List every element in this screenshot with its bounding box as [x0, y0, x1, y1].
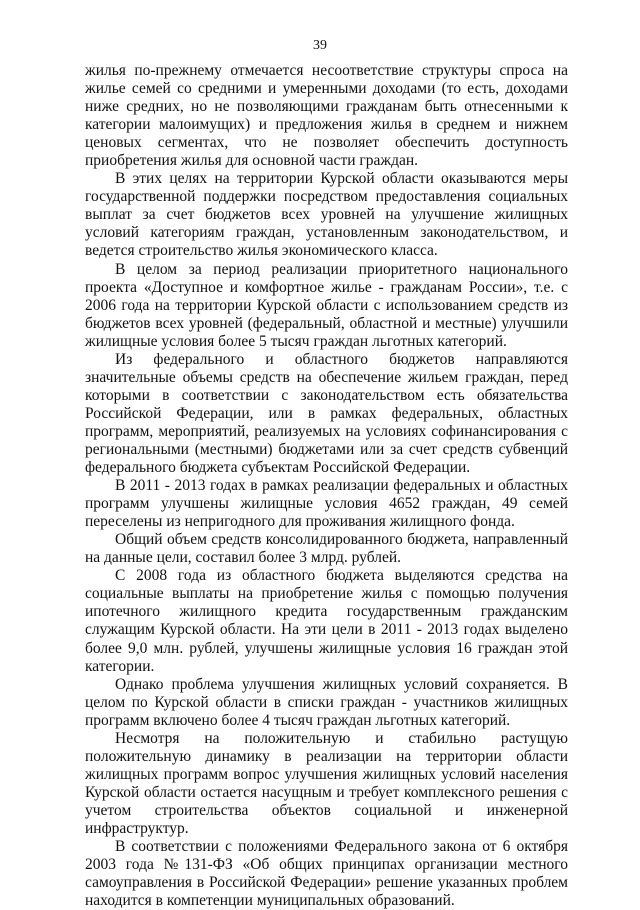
paragraph-5: В 2011 ‑ 2013 годах в рамках реализации федеральных и областных программ улучшены жилищные условия 4652 граждан, 49 семей переселены из непригодного для проживания жилищного фонда. — [85, 477, 568, 531]
paragraph-7: С 2008 года из областного бюджета выделяются средства на социальные выплаты на приобретение жилья с помощью получения ипотечного жилищного кредита государственным гражданским служащим Курской области. На эти цели в 2011 ‑ 2013 годах выделено более 9,0 млн. рублей, улучшены жилищные условия 16 граждан этой категории. — [85, 567, 568, 675]
page-number: 39 — [313, 38, 327, 53]
paragraph-3: В целом за период реализации приоритетного национального проекта «Доступное и комфортное жилье ‑ гражданам России», т.е. с 2006 года на территории Курской области с использованием средств из бюджетов всех уровней (федеральный, областной и местные) улучшили жилищные условия более 5 тысяч граждан льготных категорий. — [85, 260, 568, 350]
paragraph-10: В соответствии с положениями Федерального закона от 6 октября 2003 года №131‑ФЗ «Об общих принципах организации местного самоуправления в Российской Федерации» решение указанных проблем находится в компетенции муниципальных образований. — [85, 838, 568, 910]
paragraph-4: Из федерального и областного бюджетов направляются значительные объемы средств на обеспечение жильем граждан, перед которыми в соответствии с законодательством есть обязательства Российской Федерации, или в рамках федеральных, областных программ, мероприятий, реализуемых на условиях софинансирования с региональными (местными) бюджетами или за счет средств субвенций федерального бюджета субъектам Российской Федерации. — [85, 350, 568, 477]
document-body — [85, 62, 568, 910]
paragraph-8: Однако проблема улучшения жилищных условий сохраняется. В целом по Курской области в списки граждан ‑ участников жилищных программ включено более 4 тысяч граждан льготных категорий. — [85, 675, 568, 729]
paragraph-2: В этих целях на территории Курской области оказываются меры государственной поддержки посредством предоставления социальных выплат за счет бюджетов всех уровней на улучшение жилищных условий категориям граждан, установленным законодательством, и ведется строительство жилья экономического класса. — [85, 170, 568, 260]
paragraph-6: Общий объем средств консолидированного бюджета, направленный на данные цели, составил более 3 млрд. рублей. — [85, 531, 568, 567]
paragraph-1-continuation: жилья по‑прежнему отмечается несоответствие структуры спроса на жилье семей со средними и умеренными доходами (то есть, доходами ниже средних, но не позволяющими гражданам быть отнесенными к категории малоимущих) и предложения жилья в среднем и нижнем ценовых сегментах, что не позволяет обеспечить доступность приобретения жилья для основной части граждан. — [85, 62, 568, 170]
paragraph-9: Несмотря на положительную и стабильно растущую положительную динамику в реализации на территории области жилищных программ вопрос улучшения жилищных условий населения Курской области остается насущным и требует комплексного решения с учетом строительства объектов социальной и инженерной инфраструктур. — [85, 729, 568, 837]
